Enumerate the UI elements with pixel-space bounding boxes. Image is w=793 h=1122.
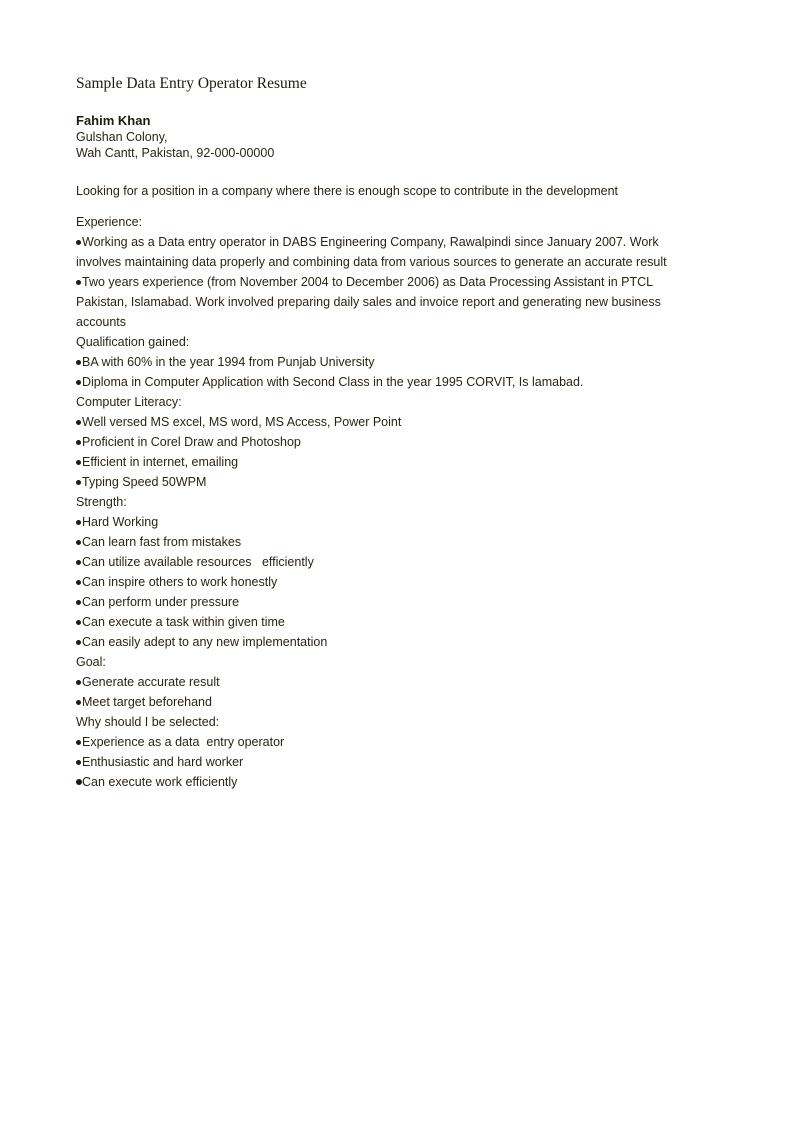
- strength-item: Can easily adept to any new implementation: [76, 632, 701, 652]
- experience-item: Two years experience (from November 2004 to December 2006) as Data Processing Assistant in PTCL Pakistan, Islamabad. Work involved preparing daily sales and invoice report and generating new business accounts: [76, 272, 681, 332]
- why-selected-item: Experience as a data entry operator: [76, 732, 701, 752]
- qualification-item: BA with 60% in the year 1994 from Punjab University: [76, 352, 701, 372]
- document-title: Sample Data Entry Operator Resume: [76, 75, 307, 92]
- strength-heading: Strength:: [76, 495, 127, 509]
- computer-literacy-item: Well versed MS excel, MS word, MS Access, Power Point: [76, 412, 701, 432]
- resume-body: [76, 212, 701, 792]
- experience-item: Working as a Data entry operator in DABS Engineering Company, Rawalpindi since January 2007. Work involves maintaining data properly and combining data from various sources to generate an accurate result: [76, 232, 691, 272]
- computer-literacy-item: Proficient in Corel Draw and Photoshop: [76, 432, 701, 452]
- strength-item: Can inspire others to work honestly: [76, 572, 701, 592]
- why-selected-heading: Why should I be selected:: [76, 715, 220, 729]
- strength-item: Can utilize available resources efficiently: [76, 552, 701, 572]
- why-selected-item: Enthusiastic and hard worker: [76, 752, 701, 772]
- computer-literacy-item: Efficient in internet, emailing: [76, 452, 701, 472]
- strength-item: Can perform under pressure: [76, 592, 701, 612]
- contact-block: [76, 113, 274, 161]
- strength-item: Hard Working: [76, 512, 701, 532]
- goal-heading: Goal:: [76, 655, 106, 669]
- why-selected-item: Can execute work efficiently: [76, 772, 701, 792]
- computer-literacy-heading: Computer Literacy:: [76, 395, 182, 409]
- computer-literacy-item: Typing Speed 50WPM: [76, 472, 701, 492]
- experience-heading: Experience:: [76, 215, 143, 229]
- objective-statement: Looking for a position in a company where there is enough scope to contribute in the development: [76, 184, 619, 198]
- goal-item: Generate accurate result: [76, 672, 701, 692]
- candidate-name: Fahim Khan: [76, 113, 151, 128]
- qualification-heading: Qualification gained:: [76, 335, 190, 349]
- goal-item: Meet target beforehand: [76, 692, 701, 712]
- qualification-item: Diploma in Computer Application with Second Class in the year 1995 CORVIT, Is lamabad.: [76, 372, 701, 392]
- address-line-1: Gulshan Colony,: [76, 130, 168, 144]
- address-line-2: Wah Cantt, Pakistan, 92-000-00000: [76, 146, 275, 160]
- strength-item: Can learn fast from mistakes: [76, 532, 701, 552]
- strength-item: Can execute a task within given time: [76, 612, 701, 632]
